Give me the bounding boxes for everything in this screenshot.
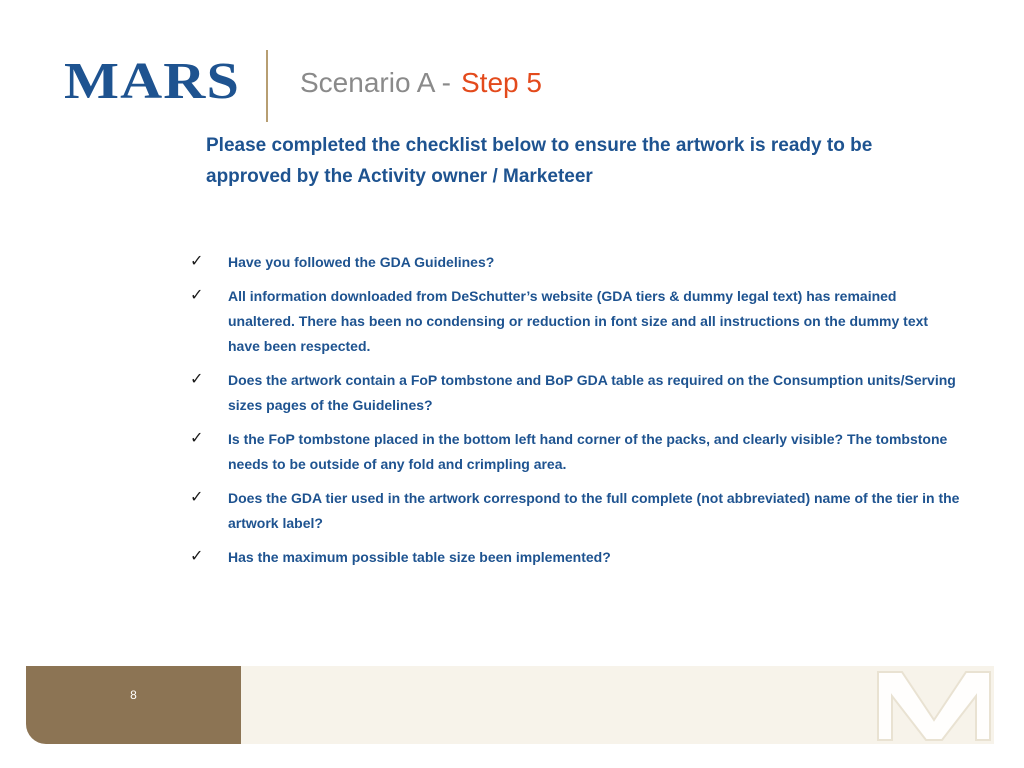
checklist-item — [188, 284, 960, 359]
checklist-item — [188, 486, 960, 536]
slide-title — [300, 66, 542, 100]
page-number: 8 — [130, 688, 137, 702]
title-step: Step 5 — [460, 67, 542, 98]
checklist-item — [188, 250, 960, 275]
checkmark-icon: ✓ — [190, 487, 204, 506]
footer-page-box — [26, 666, 241, 744]
checkmark-icon: ✓ — [190, 428, 204, 447]
checkmark-icon: ✓ — [190, 251, 204, 270]
checklist-item-text: Does the GDA tier used in the artwork correspond to the full complete (not abbreviated) name of the tier in the artwork label? — [228, 490, 960, 531]
checklist — [188, 250, 960, 579]
checklist-item-text: Is the FoP tombstone placed in the bottom left hand corner of the packs, and clearly visible? The tombstone needs to be outside of any fold and crimpling area. — [228, 431, 948, 472]
logo-divider — [266, 50, 268, 122]
checkmark-icon: ✓ — [190, 369, 204, 388]
checklist-item — [188, 545, 960, 570]
checkmark-icon: ✓ — [190, 546, 204, 565]
checklist-item-text: Has the maximum possible table size been implemented? — [228, 549, 611, 565]
mars-m-watermark-icon — [872, 670, 996, 742]
checklist-item — [188, 368, 960, 418]
checklist-item-text: Have you followed the GDA Guidelines? — [228, 254, 495, 270]
intro-text: Please completed the checklist below to ensure the artwork is ready to be approved by the Activity owner / Marketeer — [206, 135, 873, 187]
mars-logo: MARS — [64, 53, 240, 110]
title-scenario: Scenario A - — [300, 67, 451, 98]
checkmark-icon: ✓ — [190, 285, 204, 304]
checklist-item — [188, 427, 960, 477]
checklist-item-text: Does the artwork contain a FoP tombstone and BoP GDA table as required on the Consumption units/Serving sizes pages of the Guidelines? — [228, 372, 956, 413]
checklist-item-text: All information downloaded from DeSchutter’s website (GDA tiers & dummy legal text) has remained unaltered. There has been no condensing or reduction in font size and all instructions on the dummy text have been respected. — [228, 288, 929, 354]
